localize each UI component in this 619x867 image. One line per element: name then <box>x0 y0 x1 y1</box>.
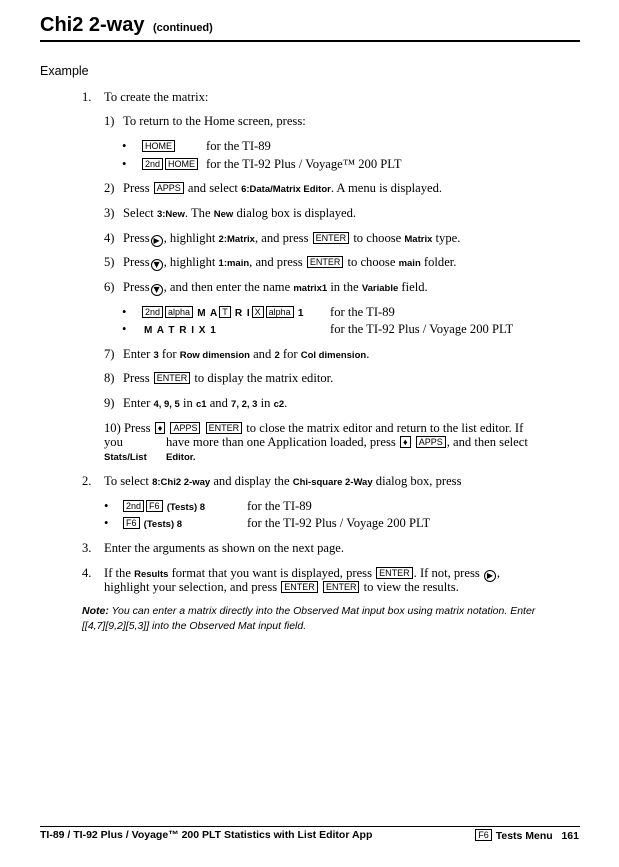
key-sequence <box>141 305 304 321</box>
title-main: Chi2 2-way <box>40 14 145 36</box>
bullet-desc: for the TI-89 <box>206 139 271 153</box>
down-arrow-icon: ▼ <box>151 259 163 271</box>
text: . A menu is displayed. <box>330 181 443 195</box>
text: and <box>253 347 272 361</box>
text: Press <box>123 181 150 195</box>
substep-3-text <box>123 206 356 222</box>
menu-code: 6:Data/Matrix Editor <box>241 184 331 195</box>
substep-8-text <box>123 371 333 386</box>
text: Press <box>123 371 150 385</box>
footer-left: TI-89 / TI-92 Plus / Voyage™ 200 PLT Statistics with List Editor App <box>40 829 373 841</box>
bullet: • <box>104 516 109 530</box>
bullet-desc: for the TI-92 Plus / Voyage™ 200 PLT <box>206 157 402 171</box>
substep-10-line2 <box>166 435 528 450</box>
step-3-text: Enter the arguments as shown on the next page. <box>104 541 345 555</box>
text: to display the matrix editor. <box>194 371 334 385</box>
text: , <box>496 566 501 580</box>
text: field. <box>401 280 428 294</box>
text: type. <box>435 231 461 245</box>
enter-key: ENTER <box>323 581 360 593</box>
text: in <box>183 396 193 410</box>
t-key: T <box>219 306 231 318</box>
bullet: • <box>122 322 127 336</box>
substep-number: 2) <box>104 181 115 195</box>
text: Enter <box>123 396 151 410</box>
value: 2 <box>274 350 280 361</box>
header-rule <box>40 40 580 42</box>
text: , and press <box>249 255 303 269</box>
apps-key: APPS <box>170 422 200 434</box>
text: , and then select <box>446 435 528 449</box>
typed-chars: 1 <box>297 308 305 319</box>
text: in <box>260 396 271 410</box>
menu-code: Variable <box>361 283 399 294</box>
text: and <box>209 396 228 410</box>
key-sequence <box>144 322 217 338</box>
typed-chars: M A <box>197 308 219 319</box>
substep-2-text <box>123 181 442 197</box>
substep-5-text <box>123 255 456 271</box>
text: , and then enter the name <box>163 280 291 294</box>
f6-key: F6 <box>146 500 163 512</box>
right-arrow-icon: ▶ <box>484 570 496 582</box>
bullet-desc: for the TI-92 Plus / Voyage 200 PLT <box>330 322 514 336</box>
menu-code: Matrix <box>404 234 433 245</box>
text: . <box>366 347 370 361</box>
enter-key: ENTER <box>313 232 350 244</box>
substep-10-line1 <box>104 421 523 436</box>
step-number: 4. <box>82 566 92 580</box>
step-1-text: To create the matrix: <box>104 90 209 104</box>
apps-key: APPS <box>416 436 446 448</box>
page-title <box>40 14 213 37</box>
text: to close the matrix editor and return to the list editor. If <box>246 421 524 435</box>
text: dialog box is displayed. <box>236 206 357 220</box>
text: folder. <box>423 255 457 269</box>
note-line1 <box>82 604 535 619</box>
bullet: • <box>122 157 127 171</box>
step-number: 1. <box>82 90 92 104</box>
footer-rule <box>40 826 580 827</box>
field-name: Col dimension <box>300 350 367 361</box>
text: Press <box>123 231 150 245</box>
menu-code: matrix1 <box>293 283 328 294</box>
menu-code: 8:Chi2 2-way <box>152 477 211 488</box>
2nd-key: 2nd <box>123 500 144 512</box>
footer-right <box>474 829 579 842</box>
bullet-desc: for the TI-92 Plus / Voyage 200 PLT <box>247 516 431 530</box>
typed-chars: R I <box>234 308 251 319</box>
menu-code: 3:New <box>156 209 185 220</box>
substep-1-text: To return to the Home screen, press: <box>123 114 306 128</box>
text: Press <box>123 280 150 294</box>
alpha-key: alpha <box>266 306 294 318</box>
text: , and press <box>254 231 309 245</box>
text: and select <box>187 181 238 195</box>
bullet: • <box>122 139 127 153</box>
2nd-key: 2nd <box>142 158 163 170</box>
key-sequence <box>141 139 176 154</box>
text: . The <box>184 206 211 220</box>
key-sequence <box>122 516 182 532</box>
example-heading: Example <box>40 64 89 78</box>
substep-9-text <box>123 396 287 412</box>
text: Press <box>123 255 150 269</box>
menu-code: 1:main <box>218 258 250 269</box>
bullet: • <box>122 305 127 319</box>
substep-7-text <box>123 347 369 363</box>
down-arrow-icon: ▼ <box>151 284 163 296</box>
text: to view the results. <box>363 580 459 594</box>
menu-code: Chi-square 2-Way <box>292 477 373 488</box>
f6-key: F6 <box>475 829 492 841</box>
substep-number: 1) <box>104 114 115 128</box>
enter-key: ENTER <box>281 581 318 593</box>
menu-code: 2:Matrix <box>218 234 255 245</box>
diamond-key: ♦ <box>155 422 166 434</box>
f6-key: F6 <box>123 517 140 529</box>
menu-code: Editor. <box>166 452 196 463</box>
column-name: c1 <box>195 399 207 410</box>
enter-key: ENTER <box>154 372 191 384</box>
text: Press <box>123 421 151 435</box>
text: , highlight <box>163 231 216 245</box>
text: . <box>284 396 288 410</box>
substep-number: 7) <box>104 347 115 361</box>
field-name: Results <box>134 569 169 580</box>
x-key: X <box>252 306 264 318</box>
enter-key: ENTER <box>376 567 413 579</box>
text: highlight your selection, and press <box>104 580 278 594</box>
column-name: c2 <box>273 399 285 410</box>
typed-chars: M A T R I X 1 <box>144 325 217 336</box>
bullet: • <box>104 499 109 513</box>
step-2-text <box>104 474 461 490</box>
substep-number: 3) <box>104 206 115 220</box>
step-4-line2 <box>104 580 459 595</box>
menu-code: (Tests) 8 <box>166 502 206 513</box>
2nd-key: 2nd <box>142 306 163 318</box>
note-line2: [[4,7][9,2][5,3]] into the Observed Mat input field. <box>82 620 307 632</box>
title-subtitle: (continued) <box>152 22 213 34</box>
text: , highlight <box>163 255 216 269</box>
footer-page: Tests Menu 161 <box>495 830 579 842</box>
value: 7, 2, 3 <box>231 399 258 410</box>
text: Select <box>123 206 154 220</box>
diamond-key: ♦ <box>400 436 411 448</box>
note-label: Note: <box>82 605 109 617</box>
enter-key: ENTER <box>206 422 243 434</box>
text: have more than one Application loaded, press <box>166 435 396 449</box>
menu-code: (Tests) 8 <box>143 519 183 530</box>
substep-10-line2-start: you <box>104 435 123 449</box>
key-sequence <box>141 157 199 172</box>
home-key: HOME <box>165 158 198 170</box>
step-number: 3. <box>82 541 92 555</box>
text: dialog box, press <box>375 474 462 488</box>
step-number: 2. <box>82 474 92 488</box>
value: 4, 9, 5 <box>153 399 180 410</box>
step-1 <box>82 90 91 105</box>
menu-code: New <box>213 209 234 220</box>
substep-4-text <box>123 231 460 247</box>
right-arrow-icon: ▶ <box>151 235 163 247</box>
text: to choose <box>347 255 396 269</box>
text: for <box>282 347 298 361</box>
text: If the <box>104 566 131 580</box>
text: to choose <box>353 231 402 245</box>
substep-number: 10) <box>104 421 121 435</box>
value: 3 <box>153 350 159 361</box>
substep-number: 4) <box>104 231 115 245</box>
text: . If not, press <box>413 566 480 580</box>
menu-code: main <box>398 258 421 269</box>
key-sequence <box>122 499 205 515</box>
text: for <box>161 347 177 361</box>
substep-6-text <box>123 280 428 296</box>
field-name: Row dimension <box>179 350 250 361</box>
bullet-desc: for the TI-89 <box>247 499 312 513</box>
substep-number: 9) <box>104 396 115 410</box>
apps-key: APPS <box>154 182 184 194</box>
text: and display the <box>213 474 290 488</box>
menu-code: Stats/List <box>104 452 147 463</box>
enter-key: ENTER <box>307 256 344 268</box>
bullet-desc: for the TI-89 <box>330 305 395 319</box>
substep-number: 5) <box>104 255 115 269</box>
substep-number: 6) <box>104 280 115 294</box>
alpha-key: alpha <box>165 306 193 318</box>
text: in the <box>330 280 359 294</box>
note-text: You can enter a matrix directly into the Observed Mat input box using matrix notation. Enter <box>111 605 536 617</box>
text: format that you want is displayed, press <box>171 566 372 580</box>
text: To select <box>104 474 149 488</box>
text: Enter <box>123 347 151 361</box>
home-key: HOME <box>142 140 175 152</box>
substep-number: 8) <box>104 371 115 385</box>
